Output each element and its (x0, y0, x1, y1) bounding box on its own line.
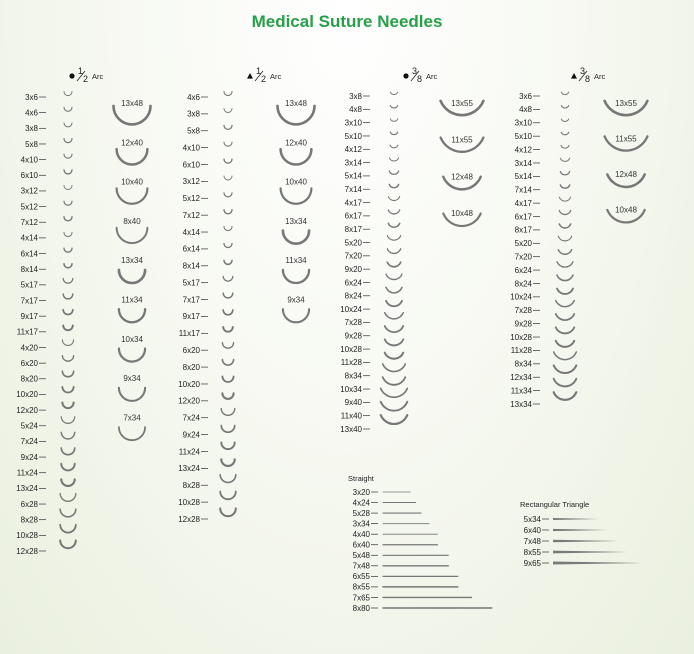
needle-size-label: 7x24 (182, 413, 200, 423)
large-needle-label: 13x48 (121, 99, 143, 108)
large-needle-label: 11x34 (285, 256, 307, 266)
large-needle-arc (119, 427, 145, 440)
small-needle-arc (389, 184, 398, 187)
rect-size-label: 5x34 (523, 514, 541, 524)
needle-size-label: 3x12 (182, 177, 200, 187)
small-needle-arc (386, 287, 402, 292)
small-needle-arc (561, 106, 568, 108)
arc-header-numerator: 3 (412, 66, 418, 76)
small-needle-arc (223, 276, 233, 281)
straight-size-label: 5x48 (352, 551, 370, 561)
rectangular-triangle-heading: Rectangular Triangle (520, 500, 590, 509)
small-needle-arc (224, 176, 232, 180)
needle-size-label: 10x34 (340, 384, 362, 394)
small-needle-arc (62, 356, 73, 362)
needle-size-label: 10x28 (340, 344, 362, 354)
small-needle-arc (390, 145, 398, 148)
needle-size-label: 3x6 (25, 92, 38, 102)
needle-size-label: 8x14 (20, 265, 38, 275)
large-needle-label: 12x40 (121, 138, 143, 148)
needle-size-label: 5x10 (514, 131, 532, 141)
small-needle-arc (558, 236, 571, 241)
needle-size-label: 6x14 (182, 244, 200, 254)
needle-size-label: 12x20 (16, 405, 38, 415)
small-needle-arc (386, 274, 402, 279)
needle-size-label: 3x10 (514, 118, 532, 128)
large-needle-label: 9x34 (123, 374, 141, 384)
large-needle-label: 10x40 (121, 177, 143, 187)
needle-size-label: 8x34 (514, 359, 532, 369)
small-needle-arc (64, 123, 72, 127)
needle-size-label: 7x20 (344, 251, 362, 261)
rect-triangle-needle (553, 551, 628, 554)
needle-size-label: 7x24 (20, 437, 38, 447)
page-title: Medical Suture Needles (251, 12, 443, 31)
needle-size-label: 4x6 (25, 108, 38, 118)
small-needle-arc (60, 540, 76, 548)
small-needle-arc (381, 388, 408, 397)
small-needle-arc (557, 262, 573, 267)
small-needle-arc (222, 376, 233, 382)
small-needle-arc (560, 158, 569, 161)
small-needle-arc (224, 109, 232, 113)
needle-size-label: 7x12 (182, 210, 200, 220)
small-needle-arc (62, 340, 73, 346)
small-needle-arc (63, 310, 73, 315)
needle-size-label: 3x8 (349, 91, 362, 101)
needle-size-label: 3x14 (344, 158, 362, 168)
small-needle-arc (64, 217, 72, 221)
needle-size-label: 9x40 (344, 398, 362, 408)
straight-size-label: 6x40 (352, 540, 370, 550)
arc-header-label: Arc (270, 72, 282, 81)
large-needle-label: 11x34 (121, 295, 143, 305)
large-needle-label: 12x48 (451, 172, 473, 182)
large-needle-label: 13x55 (451, 99, 473, 108)
needle-size-label: 8x34 (344, 371, 362, 381)
needle-size-label: 5x14 (344, 171, 362, 181)
large-needle-arc (117, 188, 148, 203)
needle-size-label: 9x20 (344, 264, 362, 274)
small-needle-arc (383, 364, 406, 372)
small-needle-arc (561, 92, 568, 94)
small-needle-arc (221, 442, 234, 449)
needle-size-label: 7x14 (344, 185, 362, 195)
needle-size-label: 5x20 (514, 239, 532, 249)
small-needle-arc (222, 343, 233, 349)
needle-size-label: 5x20 (344, 238, 362, 248)
large-needle-arc (119, 270, 145, 283)
straight-size-label: 8x80 (352, 603, 370, 613)
small-needle-arc (64, 154, 72, 158)
large-needle-label: 10x48 (451, 209, 473, 219)
needle-size-label: 4x8 (349, 105, 362, 115)
small-needle-arc (388, 197, 399, 201)
small-needle-arc (64, 92, 72, 96)
needle-size-label: 9x24 (182, 430, 200, 440)
small-needle-arc (389, 171, 398, 174)
needle-size-label: 4x14 (182, 227, 200, 237)
small-needle-arc (64, 264, 72, 268)
needle-size-label: 4x12 (344, 145, 362, 155)
small-needle-arc (224, 227, 232, 231)
small-needle-arc (385, 313, 404, 319)
small-needle-arc (390, 119, 397, 121)
small-needle-arc (388, 223, 399, 227)
straight-size-label: 8x55 (352, 582, 370, 592)
small-needle-arc (63, 278, 73, 283)
needle-size-label: 10x24 (340, 304, 362, 314)
needle-size-label: 7x17 (182, 295, 200, 305)
small-needle-arc (61, 479, 74, 486)
needle-size-label: 4x14 (20, 233, 38, 243)
arc-type-symbol-icon (403, 73, 408, 78)
small-needle-arc (558, 250, 571, 255)
needle-size-label: 12x34 (510, 373, 532, 383)
needle-size-label: 4x6 (187, 92, 200, 102)
arc-type-symbol-icon (69, 73, 74, 78)
needle-size-label: 3x8 (187, 109, 200, 119)
needle-size-label: 9x17 (20, 311, 38, 321)
needle-size-label: 8x17 (514, 225, 532, 235)
small-needle-arc (554, 365, 577, 373)
small-needle-arc (64, 186, 72, 190)
needle-size-label: 13x24 (178, 464, 200, 474)
needle-size-label: 9x24 (20, 452, 38, 462)
needle-size-label: 7x28 (514, 306, 532, 316)
small-needle-arc (63, 325, 73, 330)
straight-size-label: 3x34 (352, 519, 370, 529)
needle-size-label: 6x17 (514, 212, 532, 222)
arc-type-symbol-icon (247, 73, 253, 79)
small-needle-arc (61, 432, 74, 439)
arc-header-denominator: 8 (585, 74, 591, 84)
needle-size-label: 4x10 (182, 143, 200, 153)
needle-size-label: 8x20 (182, 362, 200, 372)
needle-size-label: 9x28 (514, 319, 532, 329)
needle-size-label: 7x17 (20, 296, 38, 306)
small-needle-arc (60, 494, 76, 502)
small-needle-arc (390, 92, 397, 94)
large-needle-label: 10x48 (615, 205, 637, 215)
large-needle-arc (281, 149, 312, 164)
small-needle-arc (63, 294, 73, 299)
needle-size-label: 8x20 (20, 374, 38, 384)
needle-size-label: 7x14 (514, 185, 532, 195)
arc-type-symbol-icon (571, 73, 577, 79)
needle-size-label: 4x8 (519, 105, 532, 115)
arc-header-numerator: 1 (78, 66, 84, 76)
rect-size-label: 7x48 (523, 536, 541, 546)
needle-size-label: 13x40 (340, 424, 362, 434)
large-needle-arc (119, 309, 145, 322)
small-needle-arc (389, 158, 398, 161)
small-needle-arc (224, 125, 232, 129)
arc-header-numerator: 1 (256, 66, 262, 76)
small-needle-arc (381, 402, 408, 411)
needle-size-label: 6x20 (20, 358, 38, 368)
small-needle-arc (61, 448, 74, 455)
straight-size-label: 4x24 (352, 498, 370, 508)
small-needle-arc (60, 509, 76, 517)
needle-size-label: 8x28 (182, 481, 200, 491)
small-needle-arc (556, 314, 575, 320)
arc-header-numerator: 3 (580, 66, 586, 76)
small-needle-arc (554, 392, 577, 400)
needle-size-label: 10x28 (178, 497, 200, 507)
needle-size-label: 7x20 (514, 252, 532, 262)
small-needle-arc (220, 475, 236, 483)
needle-size-label: 6x10 (182, 160, 200, 170)
rect-triangle-needle (553, 529, 607, 531)
needle-size-label: 6x20 (182, 346, 200, 355)
small-needle-arc (220, 508, 236, 516)
small-needle-arc (223, 293, 233, 298)
small-needle-arc (62, 371, 73, 377)
small-needle-arc (220, 492, 236, 500)
small-needle-arc (221, 426, 234, 433)
small-needle-arc (223, 310, 233, 315)
large-needle-label: 13x34 (121, 256, 143, 266)
needle-size-label: 8x28 (20, 515, 38, 525)
large-needle-label: 13x55 (615, 99, 637, 108)
rect-triangle-needle (553, 540, 618, 543)
small-needle-arc (223, 327, 233, 332)
needle-size-label: 10x24 (510, 292, 532, 302)
straight-size-label: 5x28 (352, 508, 370, 518)
needle-size-label: 6x14 (20, 249, 38, 259)
small-needle-arc (221, 409, 234, 416)
arc-header-denominator: 2 (83, 74, 89, 84)
small-needle-arc (61, 417, 74, 424)
small-needle-arc (559, 211, 570, 215)
needle-size-label: 11x17 (16, 327, 38, 337)
small-needle-arc (390, 132, 397, 134)
small-needle-arc (561, 119, 568, 121)
large-needle-label: 11x55 (451, 135, 473, 145)
needle-size-label: 7x12 (20, 218, 38, 228)
needle-size-label: 11x24 (178, 447, 200, 457)
small-needle-arc (64, 107, 72, 111)
needle-size-label: 6x28 (20, 499, 38, 509)
small-needle-arc (222, 360, 233, 366)
needle-size-label: 8x24 (514, 279, 532, 289)
needle-size-label: 5x10 (344, 131, 362, 141)
needle-size-label: 9x17 (182, 312, 200, 322)
large-needle-arc (114, 106, 151, 125)
needle-size-label: 3x8 (25, 124, 38, 134)
needle-size-label: 9x28 (344, 331, 362, 341)
needle-size-label: 7x28 (344, 318, 362, 328)
small-needle-arc (387, 262, 400, 267)
small-needle-arc (559, 197, 570, 201)
small-needle-arc (385, 353, 404, 359)
small-needle-arc (559, 224, 570, 228)
needle-size-label: 12x28 (178, 514, 200, 524)
needle-size-label: 6x24 (344, 278, 362, 288)
needle-size-label: 11x28 (510, 346, 532, 356)
needle-size-label: 3x10 (344, 118, 362, 128)
needle-size-label: 10x20 (178, 379, 200, 389)
large-needle-label: 13x34 (285, 216, 307, 226)
large-needle-arc (283, 309, 309, 322)
large-needle-label: 10x40 (285, 177, 307, 187)
large-needle-label: 12x40 (285, 138, 307, 148)
straight-size-label: 4x40 (352, 529, 370, 539)
needle-size-label: 4x20 (20, 343, 38, 353)
needle-size-label: 6x24 (514, 265, 532, 275)
rect-size-label: 8x55 (523, 547, 541, 557)
needle-size-label: 5x17 (20, 280, 38, 290)
needle-size-label: 6x10 (20, 171, 38, 181)
arc-header-label: Arc (594, 72, 606, 81)
large-needle-arc (283, 231, 309, 244)
small-needle-arc (224, 260, 232, 264)
large-needle-arc (119, 349, 145, 362)
small-needle-arc (560, 185, 569, 188)
rect-triangle-needle (553, 561, 641, 564)
small-needle-arc (556, 327, 575, 333)
small-needle-arc (556, 301, 575, 307)
straight-size-label: 7x48 (352, 561, 370, 571)
needle-size-label: 5x17 (182, 278, 200, 288)
arc-header-denominator: 8 (417, 74, 423, 84)
needle-size-label: 5x8 (187, 126, 200, 136)
needle-size-label: 12x20 (178, 396, 200, 406)
rect-triangle-needle (553, 518, 599, 520)
large-needle-arc (283, 270, 309, 283)
large-needle-label: 13x48 (285, 99, 307, 108)
needle-size-label: 4x17 (344, 198, 362, 208)
small-needle-arc (64, 170, 72, 174)
needle-size-label: 5x8 (25, 139, 38, 149)
rect-size-label: 9x65 (523, 558, 541, 568)
rect-size-label: 6x40 (523, 525, 541, 535)
small-needle-arc (385, 339, 404, 345)
arc-header-label: Arc (92, 72, 104, 81)
large-needle-arc (117, 228, 148, 243)
small-needle-arc (390, 106, 397, 108)
small-needle-arc (224, 244, 232, 248)
large-needle-arc (117, 149, 148, 164)
needle-size-label: 3x12 (20, 186, 38, 196)
needle-size-label: 4x10 (20, 155, 38, 165)
small-needle-arc (224, 142, 232, 146)
arc-header-label: Arc (426, 72, 438, 81)
needle-size-label: 11x24 (16, 468, 38, 478)
needle-size-label: 3x14 (514, 158, 532, 168)
large-needle-arc (119, 388, 145, 401)
needle-size-label: 10x28 (510, 332, 532, 342)
needle-size-label: 5x12 (182, 194, 200, 204)
straight-heading: Straight (348, 474, 374, 483)
large-needle-arc (281, 188, 312, 203)
straight-size-label: 7x65 (352, 593, 370, 603)
small-needle-arc (222, 393, 233, 399)
needle-size-label: 3x6 (519, 91, 532, 101)
small-needle-arc (561, 132, 568, 134)
small-needle-arc (64, 139, 72, 143)
small-needle-arc (556, 341, 575, 347)
large-needle-label: 8x40 (123, 216, 141, 226)
small-needle-arc (383, 377, 406, 385)
small-needle-arc (224, 159, 232, 163)
needle-size-label: 10x20 (16, 390, 38, 400)
needle-size-label: 6x17 (344, 211, 362, 221)
straight-size-label: 6x55 (352, 572, 370, 582)
small-needle-arc (386, 301, 402, 306)
needle-size-label: 10x28 (16, 531, 38, 541)
small-needle-arc (554, 352, 577, 360)
large-needle-label: 10x34 (121, 334, 143, 344)
needle-size-label: 8x24 (344, 291, 362, 301)
small-needle-arc (62, 403, 73, 409)
small-needle-arc (388, 210, 399, 214)
arc-header-denominator: 2 (261, 74, 267, 84)
small-needle-arc (224, 210, 232, 214)
straight-size-label: 3x20 (352, 487, 370, 497)
large-needle-label: 9x34 (287, 295, 305, 305)
needle-size-label: 12x28 (16, 546, 38, 556)
small-needle-arc (62, 387, 73, 393)
needle-size-label: 5x14 (514, 172, 532, 182)
large-needle-label: 12x48 (615, 170, 637, 179)
needle-size-label: 5x24 (20, 421, 38, 431)
small-needle-arc (61, 464, 74, 471)
large-needle-label: 7x34 (123, 413, 141, 423)
small-needle-arc (64, 233, 72, 237)
small-needle-arc (557, 275, 573, 280)
small-needle-arc (64, 248, 72, 252)
needle-size-label: 11x40 (340, 411, 362, 421)
small-needle-arc (385, 326, 404, 332)
needle-size-label: 11x17 (178, 329, 200, 339)
small-needle-arc (387, 249, 400, 254)
small-needle-arc (60, 525, 76, 533)
needle-size-label: 8x14 (182, 261, 200, 271)
needle-size-label: 4x17 (514, 198, 532, 208)
needle-size-label: 8x17 (344, 225, 362, 234)
small-needle-arc (221, 459, 234, 466)
needle-size-label: 11x34 (510, 386, 532, 396)
needle-size-label: 5x12 (20, 202, 38, 212)
small-needle-arc (224, 92, 232, 96)
small-needle-arc (381, 415, 408, 424)
small-needle-arc (554, 379, 577, 387)
small-needle-arc (224, 193, 232, 197)
needle-size-label: 13x24 (16, 484, 38, 494)
small-needle-arc (561, 145, 569, 148)
large-needle-arc (278, 106, 315, 125)
small-needle-arc (387, 236, 400, 241)
small-needle-arc (64, 201, 72, 205)
large-needle-label: 11x55 (615, 134, 637, 144)
needle-size-label: 4x12 (514, 145, 532, 155)
small-needle-arc (560, 172, 569, 175)
needle-size-label: 11x28 (340, 358, 362, 368)
needle-size-label: 13x34 (510, 399, 532, 409)
small-needle-arc (557, 289, 573, 294)
